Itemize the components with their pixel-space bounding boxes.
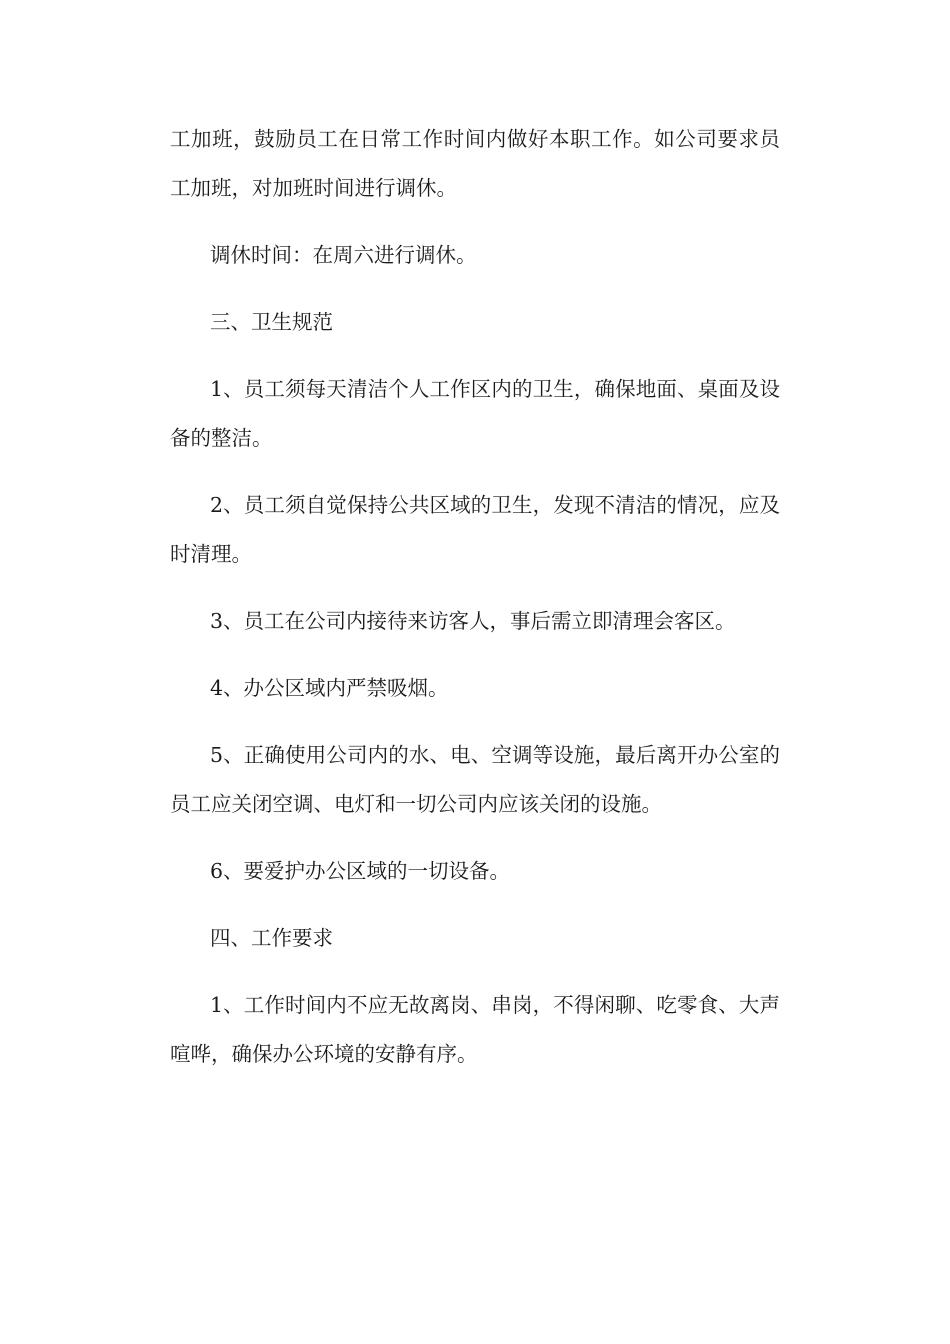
document-body <box>170 115 780 1097</box>
paragraph-overtime-continued: 工加班，鼓励员工在日常工作时间内做好本职工作。如公司要求员工加班，对加班时间进行调休。 <box>170 127 780 200</box>
paragraph-hygiene-item-5: 5、正确使用公司内的水、电、空调等设施，最后离开办公室的员工应关闭空调、电灯和一切公司内应该关闭的设施。 <box>170 743 780 816</box>
paragraph-work-item-1: 1、工作时间内不应无故离岗、串岗，不得闲聊、吃零食、大声喧哗，确保办公环境的安静有序。 <box>170 993 780 1066</box>
paragraph-compensatory-leave-time: 调休时间：在周六进行调休。 <box>210 243 477 267</box>
paragraph-hygiene-item-2: 2、员工须自觉保持公共区域的卫生，发现不清洁的情况，应及时清理。 <box>170 493 780 566</box>
paragraph-hygiene-item-1: 1、员工须每天清洁个人工作区内的卫生，确保地面、桌面及设备的整洁。 <box>170 377 780 450</box>
paragraph-hygiene-item-6: 6、要爱护办公区域的一切设备。 <box>210 859 511 883</box>
paragraph-hygiene-item-3: 3、员工在公司内接待来访客人，事后需立即清理会客区。 <box>210 609 736 633</box>
paragraph-hygiene-item-4: 4、办公区域内严禁吸烟。 <box>210 676 449 700</box>
section-heading-work-requirements: 四、工作要求 <box>210 926 333 950</box>
section-heading-hygiene: 三、卫生规范 <box>210 310 333 334</box>
